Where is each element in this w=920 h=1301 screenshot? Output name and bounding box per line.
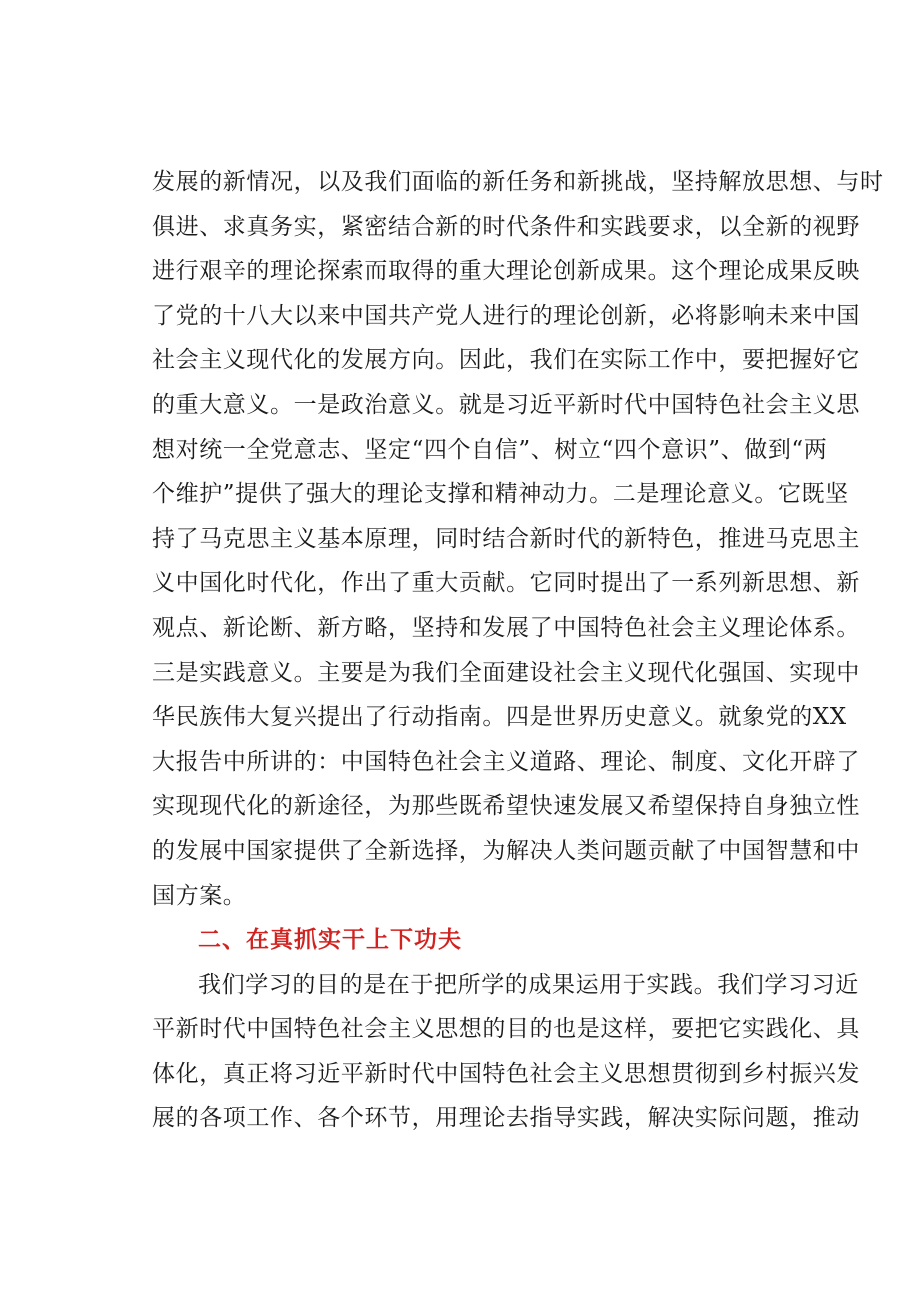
text-line: 持了马克思主义基本原理，同时结合新时代的新特色，推进马克思主 — [152, 525, 860, 552]
text-line: 平新时代中国特色社会主义思想的目的也是这样，要把它实践化、具 — [152, 1016, 860, 1043]
text-line: 大报告中所讲的：中国特色社会主义道路、理论、制度、文化开辟了 — [152, 748, 860, 775]
text-line: 进行艰辛的理论探索而取得的重大理论创新成果。这个理论成果反映 — [152, 258, 860, 285]
text-line: 观点、新论断、新方略，坚持和发展了中国特色社会主义理论体系。 — [152, 614, 860, 641]
text-line: 的发展中国家提供了全新选择，为解决人类问题贡献了中国智慧和中 — [152, 837, 860, 864]
text-line: 三是实践意义。主要是为我们全面建设社会主义现代化强国、实现中 — [152, 659, 860, 686]
text-line: 社会主义现代化的发展方向。因此，我们在实际工作中，要把握好它 — [152, 347, 860, 374]
text-line: 实现现代化的新途径，为那些既希望快速发展又希望保持自身独立性 — [152, 793, 860, 820]
paragraph-1 — [152, 160, 884, 918]
paragraph-2 — [152, 963, 860, 1141]
document-body — [152, 160, 884, 1141]
text-line: 俱进、求真务实，紧密结合新的时代条件和实践要求，以全新的视野 — [152, 213, 860, 240]
text-line: 发展的新情况，以及我们面临的新任务和新挑战，坚持解放思想、与时 — [152, 169, 884, 195]
text-line: 了党的十八大以来中国共产党人进行的理论创新，必将影响未来中国 — [152, 302, 860, 329]
text-line: 想对统一全党意志、坚定“四个自信”、树立“四个意识”、做到“两 — [152, 436, 828, 463]
text-line: 的重大意义。一是政治意义。就是习近平新时代中国特色社会主义思 — [152, 391, 860, 418]
text-line: 国方案。 — [152, 882, 247, 909]
text-line: 展的各项工作、各个环节，用理论去指导实践，解决实际问题，推动 — [152, 1105, 860, 1132]
text-line: 个维护”提供了强大的理论支撑和精神动力。二是理论意义。它既坚 — [152, 481, 849, 508]
text-line: 义中国化时代化，作出了重大贡献。它同时提出了一系列新思想、新 — [152, 570, 860, 597]
text-line: 华民族伟大复兴提出了行动指南。四是世界历史意义。就象党的XX — [152, 704, 847, 731]
section-heading: 二、在真抓实干上下功夫 — [198, 927, 462, 954]
text-line: 体化，真正将习近平新时代中国特色社会主义思想贯彻到乡村振兴发 — [152, 1060, 860, 1087]
text-line: 我们学习的目的是在于把所学的成果运用于实践。我们学习习近 — [198, 971, 859, 998]
